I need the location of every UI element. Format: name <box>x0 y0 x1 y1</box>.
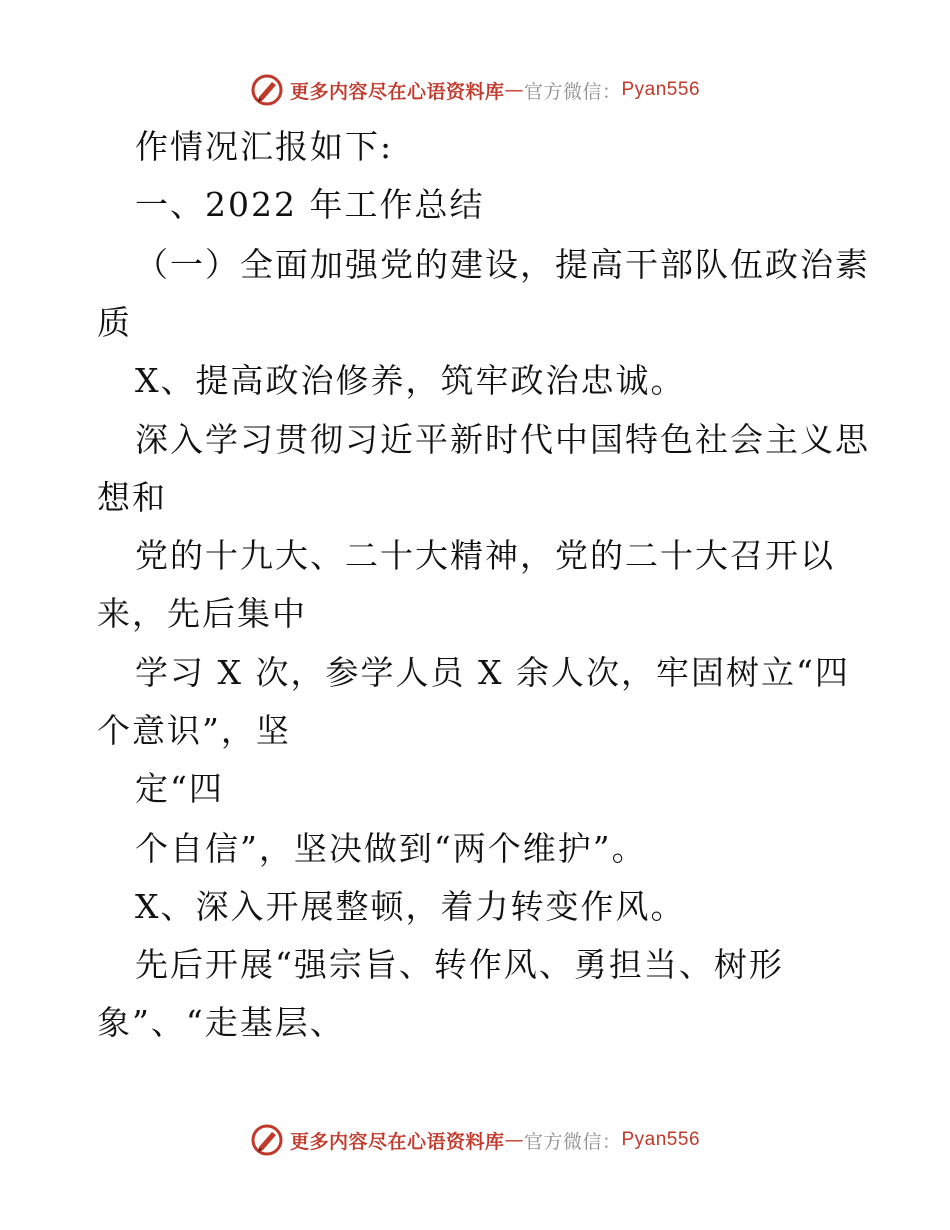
logo-icon <box>250 1123 284 1157</box>
paragraph-line: 想和 <box>97 478 167 517</box>
header-watermark <box>0 70 950 110</box>
paragraph-line: 深入学习贯彻习近平新时代中国特色社会主义思 <box>135 420 870 459</box>
paragraph-line: 来，先后集中 <box>97 594 307 633</box>
subsection-heading: （一）全面加强党的建设，提高干部队伍政治素 <box>135 245 870 284</box>
watermark-handle: Pyan556 <box>621 79 701 100</box>
footer-watermark <box>0 1120 950 1160</box>
logo-icon <box>250 73 284 107</box>
watermark-site-name: 更多内容尽在心语资料库 <box>289 80 505 103</box>
paragraph-line: 定“四 <box>135 769 224 808</box>
watermark-wechat-label: 官方微信： <box>523 80 622 103</box>
watermark-site-name: 更多内容尽在心语资料库 <box>289 1130 505 1153</box>
paragraph-line: 个自信”，坚决做到“两个维护”。 <box>135 829 647 868</box>
paragraph-line: 先后开展“强宗旨、转作风、勇担当、树形 <box>135 945 784 984</box>
section-heading: 一、2022 年工作总结 <box>135 185 485 224</box>
paragraph-line: 学习 X 次，参学人员 X 余人次，牢固树立“四 <box>135 653 850 692</box>
paragraph-line: 作情况汇报如下: <box>135 127 394 166</box>
item-heading: X、深入开展整顿，着力转变作风。 <box>135 887 686 926</box>
subsection-heading-cont: 质 <box>97 303 132 342</box>
watermark-dash: — <box>504 79 524 101</box>
paragraph-line: 党的十九大、二十大精神，党的二十大召开以 <box>135 536 835 575</box>
watermark-wechat-label: 官方微信： <box>523 1130 622 1153</box>
item-heading: X、提高政治修养，筑牢政治忠诚。 <box>135 361 686 400</box>
paragraph-line: 个意识”，坚 <box>97 711 291 750</box>
watermark-dash: — <box>504 1129 524 1151</box>
paragraph-line: 象”、“走基层、 <box>97 1003 345 1042</box>
watermark-handle: Pyan556 <box>621 1129 701 1150</box>
